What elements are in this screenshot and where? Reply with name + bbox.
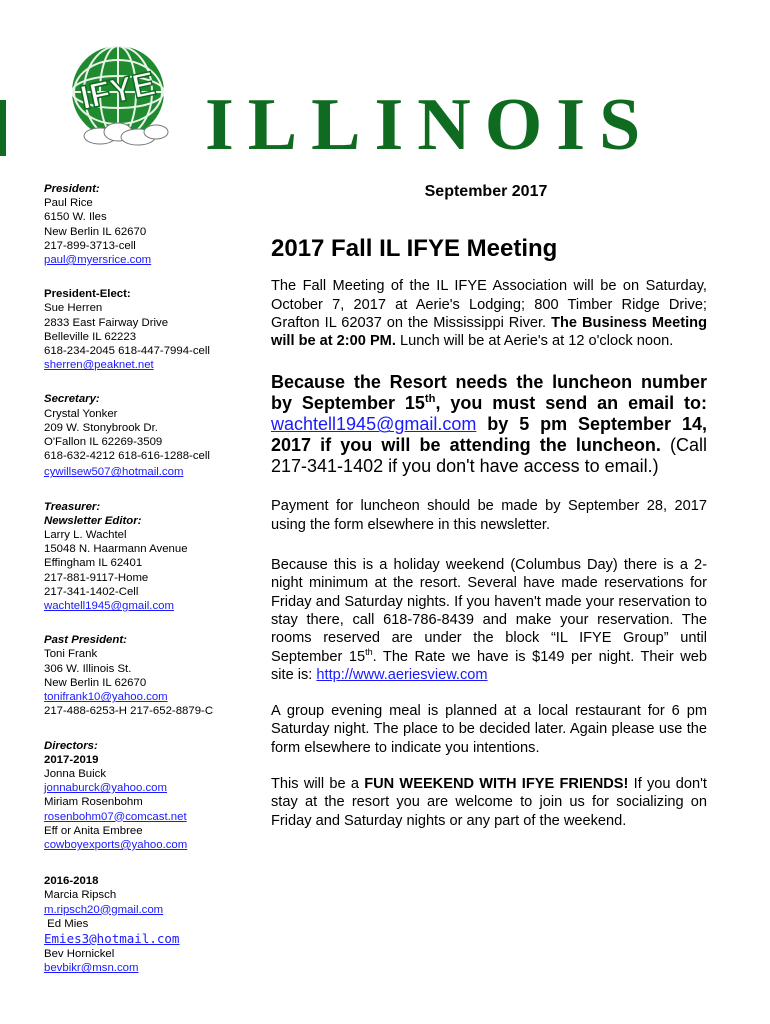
past-president-city: New Berlin IL 62670 [44,676,147,689]
president-address: 6150 W. Iles [44,211,107,224]
president-elect-name: Sue Herren [44,302,103,315]
officers-sidebar [44,182,254,989]
luncheon-notice-call: (Call 217-341-1402 if you don't have access to email.) [271,435,707,477]
past-president-role: Past President: [44,634,127,647]
article-headline: 2017 Fall IL IFYE Meeting [271,235,558,263]
president-phone: 217-899-3713-cell [44,239,136,252]
meeting-paragraph [271,277,707,350]
reservation-rate: . The Rate we have is $149 per night. Their web site is: [271,648,707,683]
reservation-text: Because this is a holiday weekend (Columbus Day) there is a 2-night minimum at the resort. Several have made reservations for Friday and Saturday nights. If you haven't made your reservation to stay there, call 618-786-8439 and make your reservation. The rooms reserved are under the block “IL IFYE Group” until September 15 [271,557,707,665]
payment-paragraph: Payment for luncheon should be made by September 28, 2017 using the form elsewhere in this newsletter. [271,498,707,533]
secretary-name: Crystal Yonker [44,407,118,420]
director-email-link[interactable]: jonnaburck@yahoo.com [44,782,168,795]
treasurer-role: Treasurer: [44,500,101,513]
luncheon-notice-part1: Because the Resort needs the luncheon number by September 15 [271,372,707,414]
director-email-link[interactable]: Emies3@hotmail.com [44,930,180,946]
president-elect-email-link[interactable]: sherren@peaknet.net [44,359,154,372]
directors-2016-block [44,874,254,975]
treasurer-city: Effingham IL 62401 [44,557,143,570]
secretary-city: O'Fallon IL 62269-3509 [44,436,163,449]
reservation-sup: th [365,646,373,657]
secretary-block [44,392,254,479]
secretary-address: 209 W. Stonybrook Dr. [44,421,158,434]
resort-website-link[interactable]: http://www.aeriesview.com [316,666,488,683]
director-name: Eff or Anita Embree [44,824,143,837]
newsletter-editor-role: Newsletter Editor: [44,514,142,527]
directors-block [44,739,254,853]
president-elect-city: Belleville IL 62223 [44,330,137,343]
lunch-text: Lunch will be at Aerie's at 12 o'clock noon. [395,333,674,350]
directors-term-2016: 2016-2018 [44,875,99,888]
director-name: Bev Hornickel [44,947,115,960]
treasurer-address: 15048 N. Haarmann Avenue [44,543,188,556]
secretary-phone: 618-632-4212 618-616-1288-cell [44,450,210,463]
treasurer-home-phone: 217-881-9117-Home [44,571,149,584]
luncheon-notice-part2: , you must send an email to: [435,393,707,414]
directors-role: Directors: [44,739,98,752]
director-name: Ed Mies [44,917,89,930]
treasurer-block [44,500,254,614]
directors-term-2017: 2017-2019 [44,753,99,766]
director-email-link[interactable]: cowboyexports@yahoo.com [44,838,188,851]
left-bar-decoration [0,100,6,156]
luncheon-notice-sup: th [424,393,436,406]
fun-weekend-paragraph [271,775,707,830]
treasurer-name: Larry L. Wachtel [44,529,127,542]
director-name: Jonna Buick [44,767,107,780]
svg-text:IFYE: IFYE [76,64,159,118]
director-email-link[interactable]: bevbikr@msn.com [44,962,139,975]
director-email-link[interactable]: m.ripsch20@gmail.com [44,903,164,916]
fun-weekend-bold: FUN WEEKEND WITH IFYE FRIENDS! [364,776,629,793]
secretary-email-link[interactable]: cywillsew507@hotmail.com [44,466,184,479]
reservation-paragraph [271,556,707,684]
director-name: Marcia Ripsch [44,889,117,902]
president-name: Paul Rice [44,197,93,210]
president-role: President: [44,183,100,195]
president-city: New Berlin IL 62670 [44,225,147,238]
luncheon-notice-part3: by 5 pm September 14, 2017 if you will be attending the luncheon. [271,414,707,456]
president-elect-block [44,287,254,372]
meeting-text: The Fall Meeting of the IL IFYE Association will be on Saturday, October 7, 2017 at Aerie's Lodging; 800 Timber Ridge Drive; Grafton IL 62037 on the Mississippi River. [271,278,707,331]
director-email-link[interactable]: rosenbohm07@comcast.net [44,810,187,823]
rsvp-email-link[interactable]: wachtell1945@gmail.com [271,414,477,435]
president-block [44,182,254,267]
president-email-link[interactable]: paul@myersrice.com [44,254,152,267]
past-president-email-link[interactable]: tonifrank10@yahoo.com [44,691,168,704]
issue-date: September 2017 [424,183,548,200]
state-title: ILLINOIS [205,84,655,166]
luncheon-notice [271,372,707,477]
president-elect-role: President-Elect: [44,288,131,301]
secretary-role: Secretary: [44,393,100,406]
director-name: Miriam Rosenbohm [44,796,143,809]
treasurer-cell-phone: 217-341-1402-Cell [44,585,139,598]
treasurer-email-link[interactable]: wachtell1945@gmail.com [44,600,174,613]
president-elect-address: 2833 East Fairway Drive [44,316,169,329]
evening-meal-paragraph: A group evening meal is planned at a local restaurant for 6 pm Saturday night. The place to be decided later. Again please use the form elsewhere to indicate you intentions. [271,703,707,756]
fun-weekend-text: If you don't stay at the resort you are welcome to join us for socializing on Friday and Saturday nights or any part of the weekend. [271,776,707,829]
past-president-phone: 217-488-6253-H 217-652-8879-C [44,705,214,718]
past-president-block [44,633,254,718]
business-meeting-time: The Business Meeting will be at 2:00 PM. [271,314,707,350]
newsletter-main [271,180,707,830]
past-president-address: 306 W. Illinois St. [44,662,132,675]
past-president-name: Toni Frank [44,648,98,661]
ifye-globe-logo [60,40,180,152]
president-elect-phone: 618-234-2045 618-447-7994-cell [44,345,210,358]
fun-weekend-intro: This will be a [271,776,365,793]
